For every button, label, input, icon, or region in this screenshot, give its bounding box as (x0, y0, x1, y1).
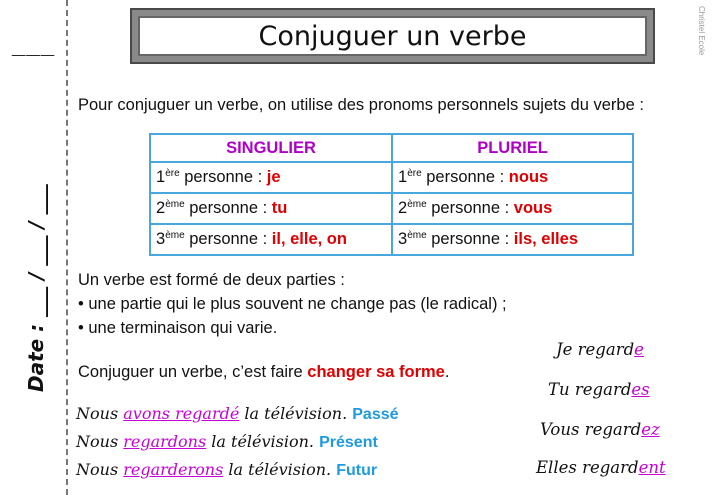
example-verb: regarderons (123, 460, 224, 479)
verb-ending: ez (641, 420, 660, 439)
header-singulier: SINGULIER (150, 134, 392, 162)
page-title: Conjuguer un verbe (138, 16, 647, 56)
plural-cell: 3ème personne : ils, elles (392, 224, 633, 255)
table-row (150, 193, 633, 224)
pronoun: il, elle, on (271, 230, 347, 248)
date-field: Date : ___ / ___ / ___ (24, 184, 48, 392)
singular-cell: 1ère personne : je (150, 162, 392, 193)
tense-label: Présent (319, 434, 378, 451)
title-frame (130, 8, 655, 64)
example-verb: avons regardé (123, 404, 240, 423)
pronoun: vous (513, 199, 553, 217)
margin-number-blank: ___ (12, 32, 56, 59)
pronoun: ils, elles (513, 230, 578, 248)
tense-label: Passé (352, 406, 399, 423)
pronoun: je (266, 168, 281, 186)
conjugation-item: Tu regardes (548, 380, 650, 399)
plural-cell: 2ème personne : vous (392, 193, 633, 224)
parts-line-2: • une partie qui le plus souvent ne change pas (le radical) ; (78, 295, 507, 313)
tense-label: Futur (336, 462, 378, 479)
parts-line-1: Un verbe est formé de deux parties : (78, 271, 345, 289)
singular-cell: 2ème personne : tu (150, 193, 392, 224)
pronoun-table (149, 133, 634, 256)
table-row (150, 224, 633, 255)
example-line: Nous avons regardé la télévision. Passé (76, 404, 399, 423)
intro-text: Pour conjuguer un verbe, on utilise des pronoms personnels sujets du verbe : (78, 96, 644, 114)
definition-highlight: changer sa forme (307, 363, 445, 381)
parts-line-3: • une terminaison qui varie. (78, 319, 278, 337)
plural-cell: 1ère personne : nous (392, 162, 633, 193)
credit-text: Christel Ecole (697, 6, 706, 56)
conjugation-item: Elles regardent (536, 458, 666, 477)
pronoun: tu (271, 199, 288, 217)
table-row (150, 162, 633, 193)
definition-line: Conjuguer un verbe, c’est faire changer sa forme. (78, 363, 450, 381)
margin-dashed-line (66, 0, 68, 495)
header-pluriel: PLURIEL (392, 134, 633, 162)
conjugation-item: Vous regardez (540, 420, 660, 439)
verb-ending: ent (638, 458, 666, 477)
table-header-row (150, 134, 633, 162)
pronoun: nous (508, 168, 549, 186)
conjugation-item: Je regarde (556, 340, 644, 359)
example-line: Nous regardons la télévision. Présent (76, 432, 378, 451)
example-verb: regardons (123, 432, 207, 451)
example-line: Nous regarderons la télévision. Futur (76, 460, 378, 479)
verb-ending: e (634, 340, 644, 359)
verb-ending: es (631, 380, 650, 399)
singular-cell: 3ème personne : il, elle, on (150, 224, 392, 255)
